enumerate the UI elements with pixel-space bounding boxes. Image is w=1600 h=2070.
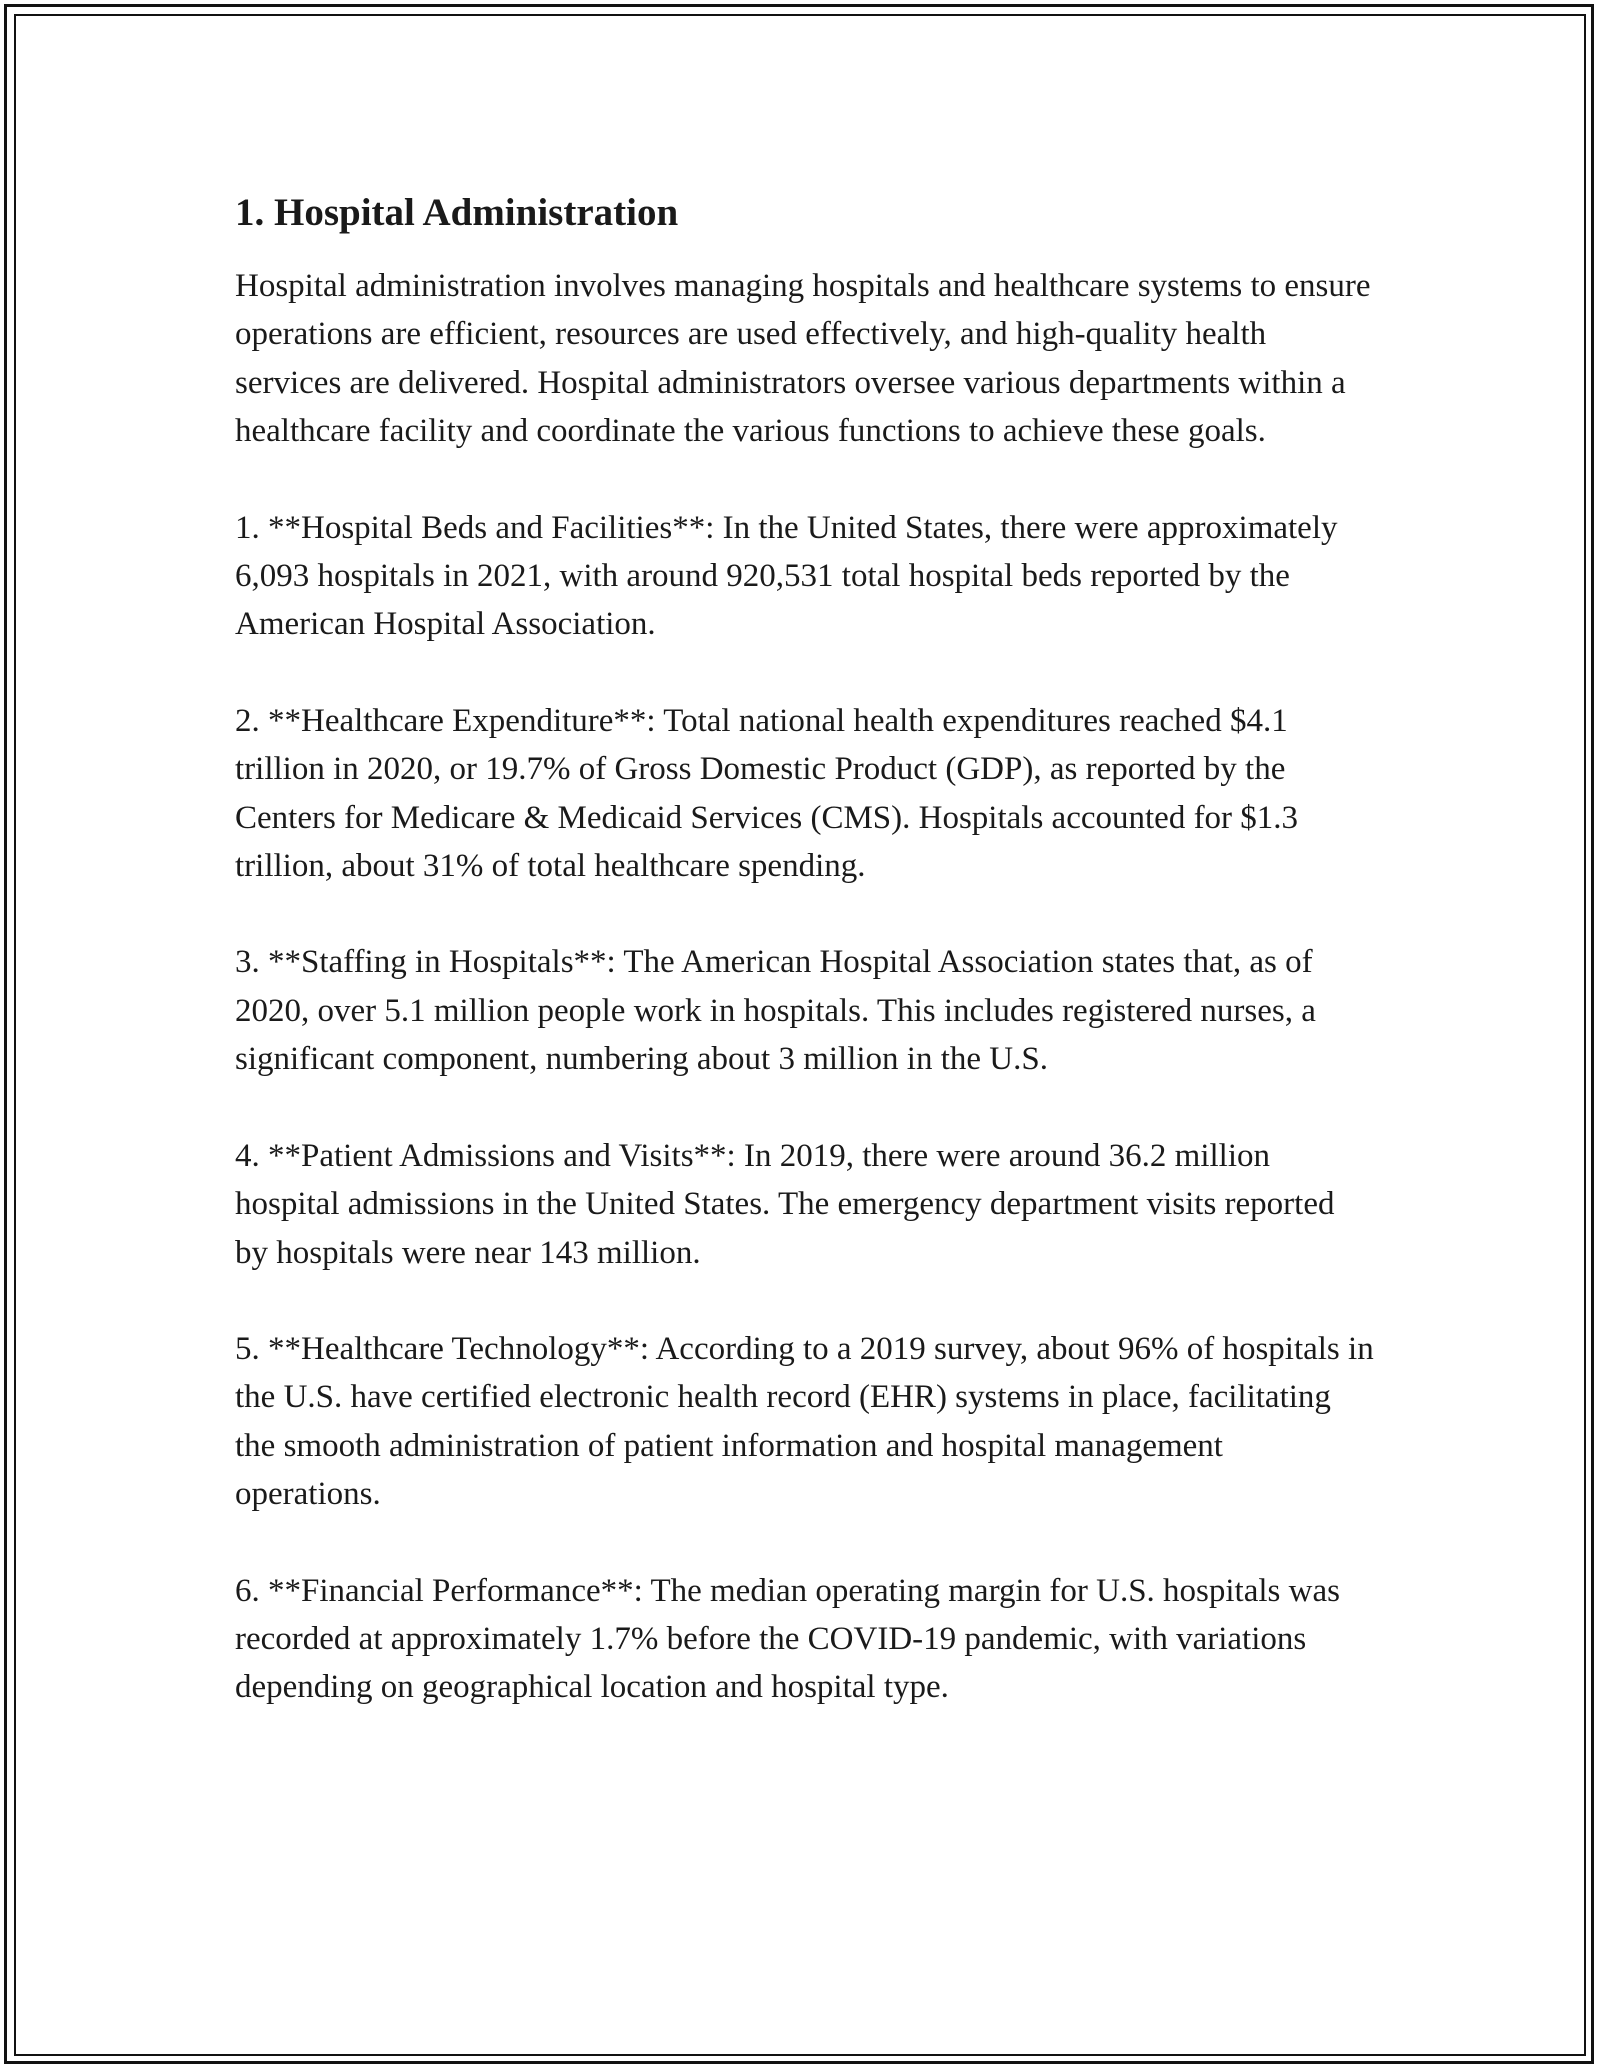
intro-paragraph: Hospital administration involves managing hospitals and healthcare systems to ensure operations are efficient, resources are used effectively, and high-quality health services are delivered. Hospital administrators oversee various departments within a healthcare facility and coordinate the various functions to achieve these goals.	[235, 268, 1371, 450]
document-body	[235, 186, 1375, 1712]
list-item-financial-performance: 6. **Financial Performance**: The median operating margin for U.S. hospitals was recorded at approximately 1.7% before the COVID-19 pandemic, with variations depending on geographical location and hospital type.	[235, 1572, 1340, 1706]
list-item-hospital-beds: 1. **Hospital Beds and Facilities**: In the United States, there were approximately 6,093 hospitals in 2021, with around 920,531 total hospital beds reported by the American Hospital Association.	[235, 509, 1338, 643]
list-item-healthcare-technology: 5. **Healthcare Technology**: According to a 2019 survey, about 96% of hospitals in the U.S. have certified electronic health record (EHR) systems in place, facilitating the smooth administration of patient information and hospital management operations.	[235, 1330, 1374, 1513]
section-heading: 1. Hospital Administration	[235, 191, 679, 234]
list-item-staffing: 3. **Staffing in Hospitals**: The American Hospital Association states that, as of 2020, over 5.1 million people work in hospitals. This includes registered nurses, a significant component, numbering about 3 million in the U.S.	[235, 944, 1316, 1078]
list-item-admissions-visits: 4. **Patient Admissions and Visits**: In 2019, there were around 36.2 million hospital admissions in the United States. The emergency department visits reported by hospitals were near 143 million.	[235, 1137, 1335, 1271]
list-item-healthcare-expenditure: 2. **Healthcare Expenditure**: Total national health expenditures reached $4.1 trillion in 2020, or 19.7% of Gross Domestic Product (GDP), as reported by the Centers for Medicare & Medicaid Services (CMS). Hospitals accounted for $1.3 trillion, about 31% of total healthcare spending.	[235, 702, 1299, 885]
